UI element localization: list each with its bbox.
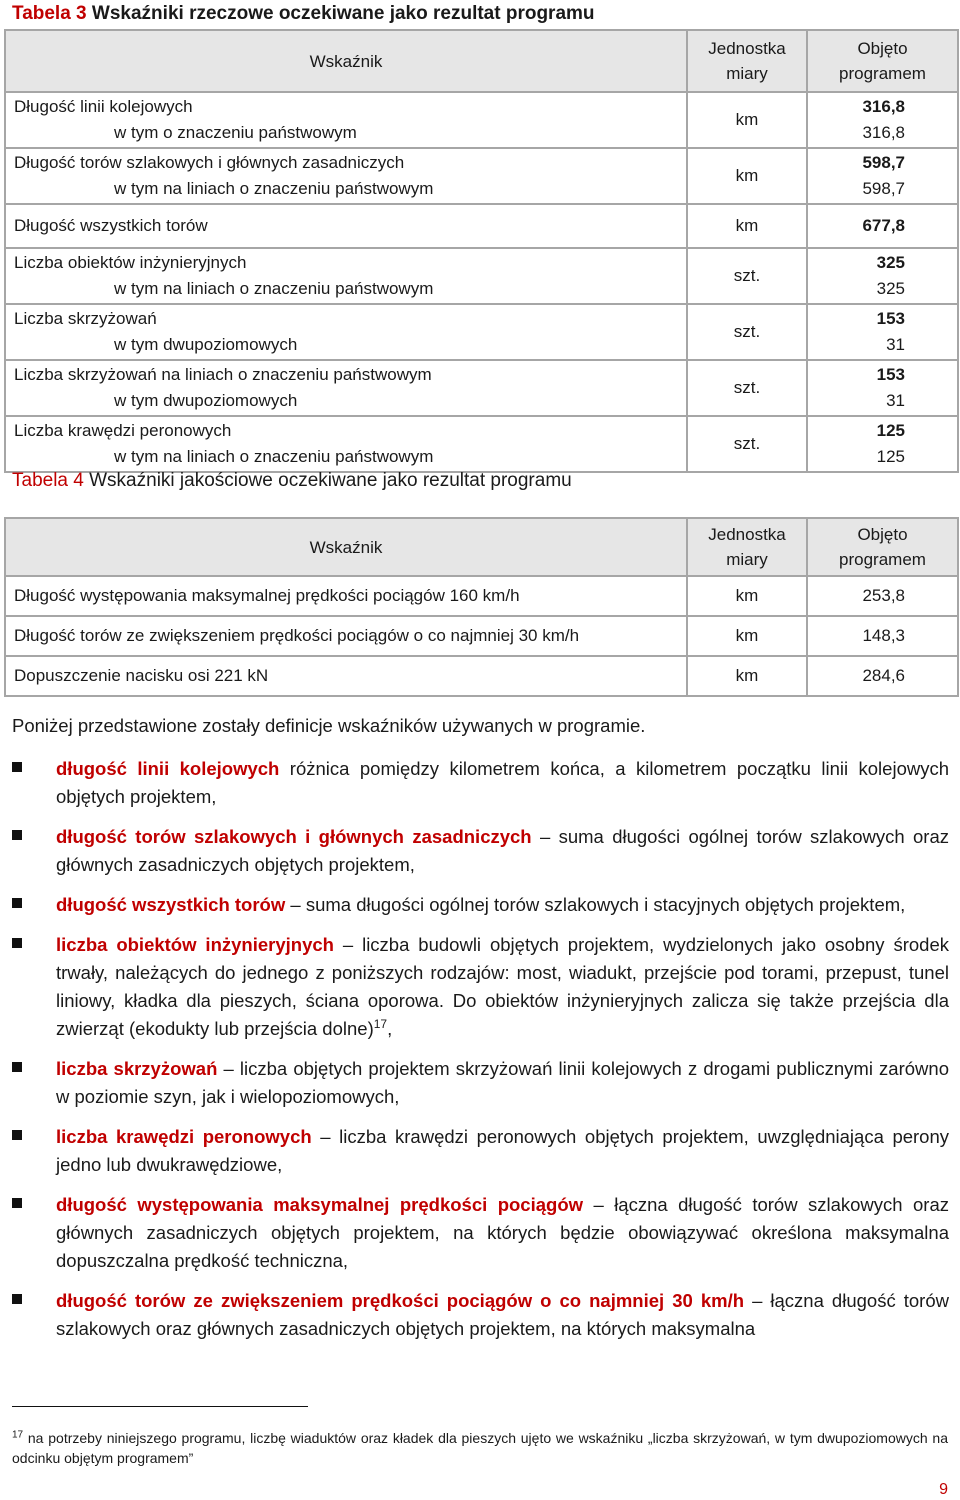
table-row (5, 656, 958, 696)
value-cell (807, 148, 958, 204)
definition-text: – suma długości ogólnej torów szlakowych oraz głównych zasadniczych objętych projektem, (56, 826, 949, 875)
list-item (12, 891, 949, 919)
definition-term: długość torów szlakowych i głównych zasadniczych (56, 826, 532, 847)
unit-cell: km (687, 204, 807, 248)
value-sub: 125 (876, 447, 905, 466)
indicator-cell: Długość wszystkich torów (5, 204, 687, 248)
table4-caption-number: Tabela 4 (12, 470, 84, 491)
value-sub: 598,7 (862, 179, 905, 198)
value-cell (807, 416, 958, 472)
value-cell (807, 248, 958, 304)
indicator-sub: w tym na liniach o znaczeniu państwowym (114, 447, 434, 466)
value-cell: 253,8 (807, 576, 958, 616)
indicator-cell (5, 92, 687, 148)
indicator-cell (5, 304, 687, 360)
table-row (5, 416, 958, 472)
square-bullet-icon (12, 762, 22, 772)
table-row (5, 248, 958, 304)
unit-cell: km (687, 576, 807, 616)
table-row (5, 92, 958, 148)
footnote-separator (12, 1406, 308, 1407)
table-row (5, 204, 958, 248)
definition-term: długość wszystkich torów (56, 894, 286, 915)
table3 (4, 29, 959, 473)
indicator-cell: Długość występowania maksymalnej prędkości pociągów 160 km/h (5, 576, 687, 616)
value-sub: 31 (886, 335, 905, 354)
table-row (5, 148, 958, 204)
table4-header-row (5, 518, 958, 576)
list-item (12, 755, 949, 811)
page-number: 9 (939, 1481, 948, 1498)
square-bullet-icon (12, 898, 22, 908)
value-cell (807, 360, 958, 416)
table3-caption (12, 3, 595, 25)
table3-header-value: Objęto programem (807, 30, 958, 92)
value-main: 153 (876, 309, 905, 328)
value-sub: 316,8 (862, 123, 905, 142)
table-row (5, 360, 958, 416)
indicator-main: Liczba obiektów inżynieryjnych (14, 253, 247, 272)
definitions-list (12, 755, 949, 1355)
table4-caption-text: Wskaźniki jakościowe oczekiwane jako rezultat programu (89, 470, 572, 491)
definition-term: długość torów ze zwiększeniem prędkości pociągów o co najmniej 30 km/h (56, 1290, 745, 1311)
definition-text: – liczba krawędzi peronowych objętych projektem, uwzględniająca perony jedno lub dwukrawędziowe, (56, 1126, 950, 1175)
table3-header-unit: Jednostka miary (687, 30, 807, 92)
value-sub: 325 (876, 279, 905, 298)
square-bullet-icon (12, 1062, 22, 1072)
table4-header-indicator: Wskaźnik (5, 518, 687, 576)
table-row (5, 576, 958, 616)
unit-cell: km (687, 148, 807, 204)
footnote-number: 17 (12, 1429, 24, 1441)
unit-cell: szt. (687, 248, 807, 304)
definition-term: długość linii kolejowych (56, 758, 280, 779)
definition-tail: , (387, 1018, 393, 1039)
table4 (4, 517, 959, 697)
table3-caption-number: Tabela 3 (12, 3, 87, 24)
list-item (12, 1191, 949, 1275)
value-main: 316,8 (862, 97, 905, 116)
list-item (12, 931, 949, 1043)
square-bullet-icon (12, 1130, 22, 1140)
unit-cell: szt. (687, 416, 807, 472)
definition-text: różnica pomiędzy kilometrem końca, a kilometrem początku linii kolejowych objętych projektem, (56, 758, 950, 807)
indicator-cell (5, 248, 687, 304)
square-bullet-icon (12, 938, 22, 948)
table4-header-value: Objęto programem (807, 518, 958, 576)
footnote-ref[interactable]: 17 (373, 1016, 388, 1031)
unit-cell: km (687, 616, 807, 656)
list-item (12, 1287, 949, 1343)
indicator-main: Liczba krawędzi peronowych (14, 421, 232, 440)
value-cell (807, 92, 958, 148)
definition-text: – suma długości ogólnej torów szlakowych i stacyjnych objętych projektem, (285, 894, 906, 915)
indicator-cell (5, 148, 687, 204)
indicator-cell: Dopuszczenie nacisku osi 221 kN (5, 656, 687, 696)
definition-term: liczba skrzyżowań (56, 1058, 218, 1079)
table4-header-unit: Jednostka miary (687, 518, 807, 576)
value-cell: 148,3 (807, 616, 958, 656)
definition-text: – liczba objętych projektem skrzyżowań linii kolejowych z drogami publicznymi zarówno w poziomie szyn, jak i wielopoziomowych, (56, 1058, 949, 1107)
value-sub: 31 (886, 391, 905, 410)
table3-caption-text: Wskaźniki rzeczowe oczekiwane jako rezultat programu (91, 3, 595, 24)
unit-cell: szt. (687, 360, 807, 416)
value-main: 325 (876, 253, 905, 272)
definitions-intro: Poniżej przedstawione zostały definicje wskaźników używanych w programie. (12, 715, 646, 736)
square-bullet-icon (12, 1198, 22, 1208)
indicator-sub: w tym na liniach o znaczeniu państwowym (114, 179, 434, 198)
list-item (12, 1055, 949, 1111)
indicator-cell: Długość torów ze zwiększeniem prędkości pociągów o co najmniej 30 km/h (5, 616, 687, 656)
indicator-main: Liczba skrzyżowań na liniach o znaczeniu państwowym (14, 365, 432, 384)
value-main: 598,7 (862, 153, 905, 172)
definition-term: liczba krawędzi peronowych (56, 1126, 312, 1147)
table3-header-indicator: Wskaźnik (5, 30, 687, 92)
value-main: 153 (876, 365, 905, 384)
value-cell (807, 304, 958, 360)
indicator-sub: w tym dwupoziomowych (114, 391, 298, 410)
indicator-sub: w tym na liniach o znaczeniu państwowym (114, 279, 434, 298)
indicator-main: Długość torów szlakowych i głównych zasadniczych (14, 153, 405, 172)
unit-cell: km (687, 92, 807, 148)
unit-cell: szt. (687, 304, 807, 360)
value-cell: 284,6 (807, 656, 958, 696)
indicator-sub: w tym o znaczeniu państwowym (114, 123, 357, 142)
indicator-main: Długość linii kolejowych (14, 97, 193, 116)
definition-text: – liczba budowli objętych projektem, wydzielonych jako osobny środek trwały, należących do jednego z poniższych rodzajów: most, wiadukt, przejście pod torami, przepust, tunel liniowy, kładka dla pieszych, ściana oporowa. Do obiektów inżynieryjnych zalicza się także przejścia dla zwierząt (ekodukty lub przejścia dolne) (56, 934, 950, 1039)
square-bullet-icon (12, 1294, 22, 1304)
indicator-cell (5, 360, 687, 416)
definition-term: długość występowania maksymalnej prędkości pociągów (56, 1194, 584, 1215)
footnote-text: na potrzeby niniejszego programu, liczbę wiaduktów oraz kładek dla pieszych ujęto we wskaźniku „liczba skrzyżowań, w tym dwupoziomowych na odcinku objętym programem” (12, 1430, 948, 1466)
definition-text: – łączna długość torów szlakowych oraz głównych zasadniczych objętych projektem, na których maksymalna (56, 1290, 949, 1339)
definition-text: – łączna długość torów szlakowych oraz głównych zasadniczych objętych projektem, na których będzie obowiązywać określona maksymalna dopuszczalna prędkość techniczna, (56, 1194, 950, 1271)
table-row (5, 616, 958, 656)
list-item (12, 823, 949, 879)
table3-header-row (5, 30, 958, 92)
table4-caption (12, 470, 572, 492)
definition-term: liczba obiektów inżynieryjnych (56, 934, 334, 955)
unit-cell: km (687, 656, 807, 696)
list-item (12, 1123, 949, 1179)
value-cell: 677,8 (807, 204, 958, 248)
value-main: 125 (876, 421, 905, 440)
indicator-main: Liczba skrzyżowań (14, 309, 157, 328)
indicator-cell (5, 416, 687, 472)
footnote (12, 1428, 948, 1468)
indicator-sub: w tym dwupoziomowych (114, 335, 298, 354)
table-row (5, 304, 958, 360)
square-bullet-icon (12, 830, 22, 840)
